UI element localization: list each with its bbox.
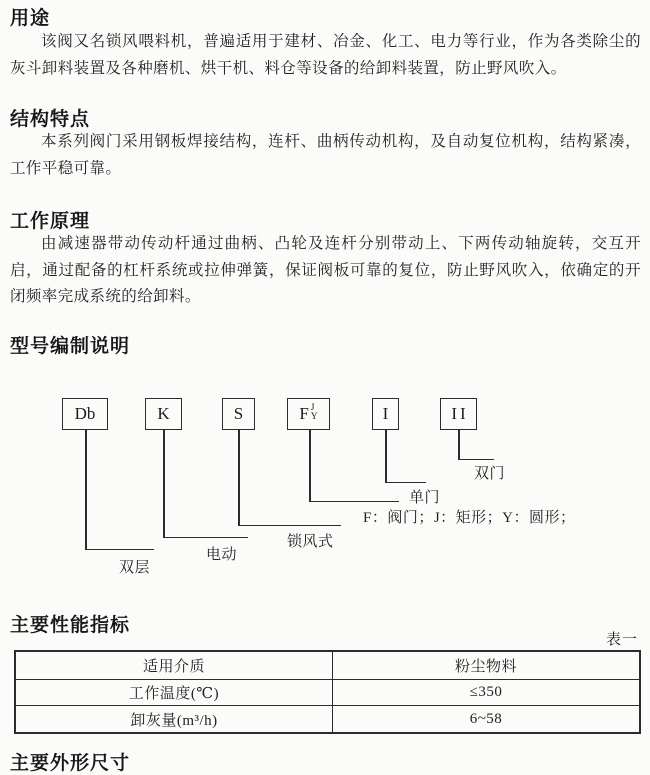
structure-paragraph: 本系列阀门采用钢板焊接结构，连杆、曲柄传动机构，及自动复位机构，结构紧凑，工作平稳可靠。 <box>10 133 641 177</box>
cell-temperature-name: 工作温度(℃) <box>15 680 333 706</box>
section-heading-performance: 主要性能指标 <box>10 615 131 636</box>
connector-line-k <box>163 430 165 538</box>
table-row-discharge <box>15 706 640 734</box>
code-f-sub: Y <box>310 412 318 422</box>
code-box-k <box>145 398 182 430</box>
connector-line-s <box>238 430 240 526</box>
code-ii-label: II <box>451 404 469 423</box>
table-caption: 表一 <box>606 632 639 648</box>
meaning-label-fjy: F：阀门；J：矩形；Y：圆形； <box>363 510 576 526</box>
table-row-medium <box>15 651 640 680</box>
performance-table <box>14 650 641 734</box>
connector-foot-i <box>385 482 426 484</box>
meaning-label-db: 双层 <box>119 560 151 576</box>
section-heading-principle: 工作原理 <box>10 211 91 232</box>
code-i-label: I <box>382 404 389 423</box>
code-f-sup: J <box>310 403 315 413</box>
code-f-options <box>311 404 318 422</box>
connector-foot-ii <box>458 459 494 461</box>
code-s-label: S <box>233 404 244 423</box>
connector-line-f <box>309 430 311 502</box>
code-f-label: F <box>299 404 309 423</box>
code-box-db <box>62 398 108 430</box>
code-box-i <box>372 398 399 430</box>
section-heading-model-designation: 型号编制说明 <box>10 336 131 357</box>
code-box-ii <box>440 398 477 430</box>
section-heading-usage: 用途 <box>10 8 51 29</box>
code-box-s <box>222 398 255 430</box>
meaning-label-ii: 双门 <box>474 466 506 482</box>
cell-medium-name: 适用介质 <box>15 651 333 680</box>
connector-line-i <box>385 430 387 483</box>
code-db-label: Db <box>74 404 96 423</box>
connector-foot-db <box>85 549 154 551</box>
table-row-temperature <box>15 680 640 706</box>
cell-medium-value: 粉尘物料 <box>333 651 641 680</box>
connector-foot-s <box>238 525 341 527</box>
section-heading-structure: 结构特点 <box>10 109 91 130</box>
section-heading-dimensions: 主要外形尺寸 <box>10 753 131 774</box>
connector-line-db <box>85 430 87 550</box>
meaning-label-i: 单门 <box>409 490 441 506</box>
connector-foot-f <box>309 501 399 503</box>
usage-paragraph: 该阀又名锁风喂料机，普遍适用于建材、冶金、化工、电力等行业，作为各类除尘的灰斗卸料装置及各种磨机、烘干机、料仓等设备的给卸料装置，防止野风吹入。 <box>10 33 641 77</box>
cell-discharge-value: 6~58 <box>333 706 641 734</box>
meaning-label-k: 电动 <box>206 547 238 563</box>
connector-foot-k <box>163 537 248 539</box>
code-box-fjy <box>287 398 330 430</box>
cell-temperature-value: ≤350 <box>333 680 641 706</box>
principle-paragraph: 由减速器带动传动杆通过曲柄、凸轮及连杆分别带动上、下两传动轴旋转，交互开启，通过配备的杠杆系统或拉伸弹簧，保证阀板可靠的复位，防止野风吹入，依确定的开闭频率完成系统的给卸料。 <box>10 235 641 305</box>
cell-discharge-name: 卸灰量(m³/h) <box>15 706 333 734</box>
meaning-label-s: 锁风式 <box>287 534 334 550</box>
connector-line-ii <box>458 430 460 460</box>
code-k-label: K <box>157 404 170 423</box>
